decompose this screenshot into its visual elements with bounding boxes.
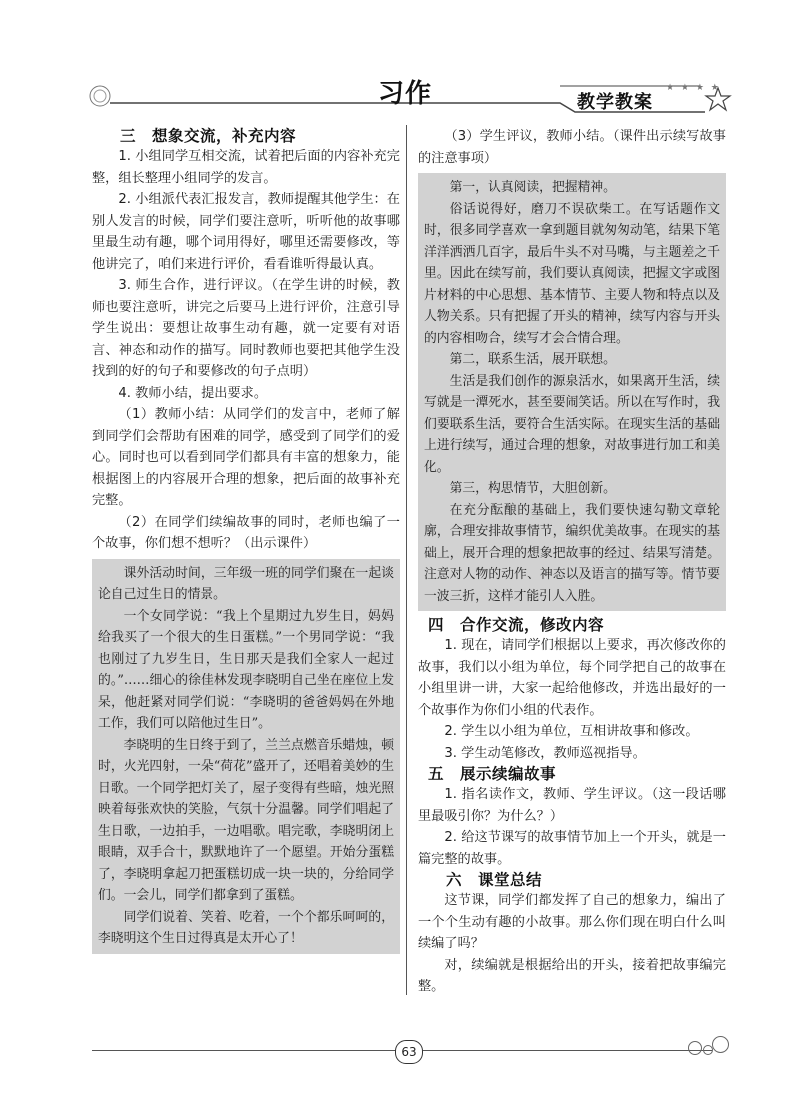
story-para: 同学们说着、笑着、吃着，一个个都乐呵呵的，李晓明这个生日过得真是太开心了！ xyxy=(98,909,394,946)
tips-box xyxy=(418,173,726,611)
story-para: 课外活动时间，三年级一班的同学们聚在一起谈论自己过生日的情景。 xyxy=(98,565,394,602)
section-4-p2: 2. 学生以小组为单位，互相讲故事和修改。 xyxy=(444,724,699,739)
left-p4: 4. 教师小结，提出要求。 xyxy=(118,385,268,401)
section-5-title: 五 展示续编故事 xyxy=(428,765,557,783)
story-para: 一个女同学说：“我上个星期过九岁生日，妈妈给我买了一个很大的生日蛋糕。”一个男同学说：“我也刚过了九岁生日，生日那天是我们全家人一起过的。”……细心的徐佳林发现李晓明自己坐在座位上发呆，他赶紧对同学们说：“李晓明的爸爸妈妈在外地工作，我们可以陪他过生日”。 xyxy=(98,608,394,731)
left-p5: （1）教师小结：从同学们的发言中，老师了解到同学们会帮助有困难的同学，感受到了同学们的爱心。同时也可以看到同学们都具有丰富的想象力，能根据图上的内容展开合理的想象，把后面的故事补充完整。 xyxy=(92,407,400,508)
tip-para: 俗话说得好，磨刀不误砍柴工。在写话题作文时，很多同学喜欢一拿到题目就匆匆动笔，结果下笔洋洋洒洒几百字，最后牛头不对马嘴，与主题差之千里。因此在续写前，我们要认真阅读，把握文字或图片材料的中心思想、基本情节、主要人物和特点以及人物关系。只有把握了开头的精神，续写内容与开头的内容相吻合，续写才会合情合理。 xyxy=(424,201,720,346)
left-p2: 2. 小组派代表汇报发言，教师提醒其他学生：在别人发言的时候，同学们要注意听，听听他的故事哪里最生动有趣，哪个词用得好，哪里还需要修改，等他讲完了，咱们来进行评价，看看谁听得最认真。 xyxy=(92,192,400,272)
section-3-title: 三 想象交流，补充内容 xyxy=(120,127,297,145)
left-column xyxy=(92,126,400,958)
left-p3: 3. 师生合作，进行评议。（在学生讲的时候，教师也要注意听，讲完之后要马上进行评价，注意引导学生说出：要想让故事生动有趣，就一定要有对语言、神态和动作的描写。同时教师也要把其他学生没找到的好的句子和要修改的句子点明） xyxy=(92,278,400,379)
story-box xyxy=(92,559,400,954)
header-badge: 教学教案 xyxy=(577,92,653,113)
header-title: 习作 xyxy=(378,79,433,109)
header-stars: ★ ★ ★ ★ xyxy=(666,83,721,93)
tip-para: 在充分酝酿的基础上，我们要快速勾勒文章轮廓，合理安排故事情节，编织优美故事。在现实的基础上，展开合理的想象把故事的经过、结果写清楚。注意对人物的动作、神态以及语言的描写等。情节要一波三折，这样才能引人入胜。 xyxy=(424,502,720,604)
left-p6: （2）在同学们续编故事的同时，老师也编了一个故事，你们想不想听？（出示课件） xyxy=(92,514,400,551)
section-4-title: 四 合作交流，修改内容 xyxy=(428,616,605,634)
section-4-p3: 3. 学生动笔修改，教师巡视指导。 xyxy=(444,745,646,761)
right-p1: （3）学生评议，教师小结。（课件出示续写故事的注意事项） xyxy=(418,129,726,166)
decor-circle-icon xyxy=(712,1036,729,1053)
tip-heading: 第一，认真阅读，把握精神。 xyxy=(449,180,616,195)
section-5-p2: 2. 给这节课写的故事情节加上一个开头，就是一篇完整的故事。 xyxy=(418,830,726,867)
section-6-p1: 这节课，同学们都发挥了自己的想象力，编出了一个个生动有趣的小故事。那么你们现在明白什么叫续编了吗？ xyxy=(418,893,726,951)
section-5-p1: 1. 指名读作文，教师、学生评议。（这一段话哪里最吸引你？为什么？） xyxy=(418,787,726,824)
story-para: 李晓明的生日终于到了，兰兰点燃音乐蜡烛，顿时，火光四射，一朵“荷花”盛开了，还唱着美妙的生日歌。一个同学把灯关了，屋子变得有些暗，烛光照映着每张欢快的笑脸，气氛十分温馨。同学们唱起了生日歌，一边拍手，一边唱歌。唱完歌，李晓明闭上眼睛，双手合十，默默地许了一个愿望。开始分蛋糕了，李晓明拿起刀把蛋糕切成一块一块的，分给同学们。一会儿，同学们都拿到了蛋糕。 xyxy=(98,737,394,903)
right-column xyxy=(418,126,726,998)
section-6-p2: 对，续编就是根据给出的开头，接着把故事编完整。 xyxy=(418,957,726,994)
tip-heading: 第三，构思情节，大胆创新。 xyxy=(449,481,616,496)
left-p1: 1. 小组同学互相交流，试着把后面的内容补充完整，组长整理小组同学的发言。 xyxy=(92,149,400,186)
page-number: 63 xyxy=(395,1040,423,1064)
page-header xyxy=(0,0,800,125)
section-6-title: 六 课堂总结 xyxy=(446,871,543,889)
tip-para: 生活是我们创作的源泉活水，如果离开生活，续写就是一潭死水，甚至要闹笑话。所以在写作时，我们要联系生活，要符合生活实际。在现实生活的基础上进行续写，通过合理的想象，对故事进行加工和美化。 xyxy=(424,373,720,475)
tip-heading: 第二，联系生活，展开联想。 xyxy=(449,352,616,367)
section-4-p1: 1. 现在，请同学们根据以上要求，再次修改你的故事，我们以小组为单位，每个同学把自己的故事在小组里讲一讲，大家一起给他修改，并选出最好的一个故事作为你们小组的代表作。 xyxy=(418,638,726,718)
column-divider xyxy=(406,125,407,995)
decor-circle-icon xyxy=(688,1041,702,1055)
